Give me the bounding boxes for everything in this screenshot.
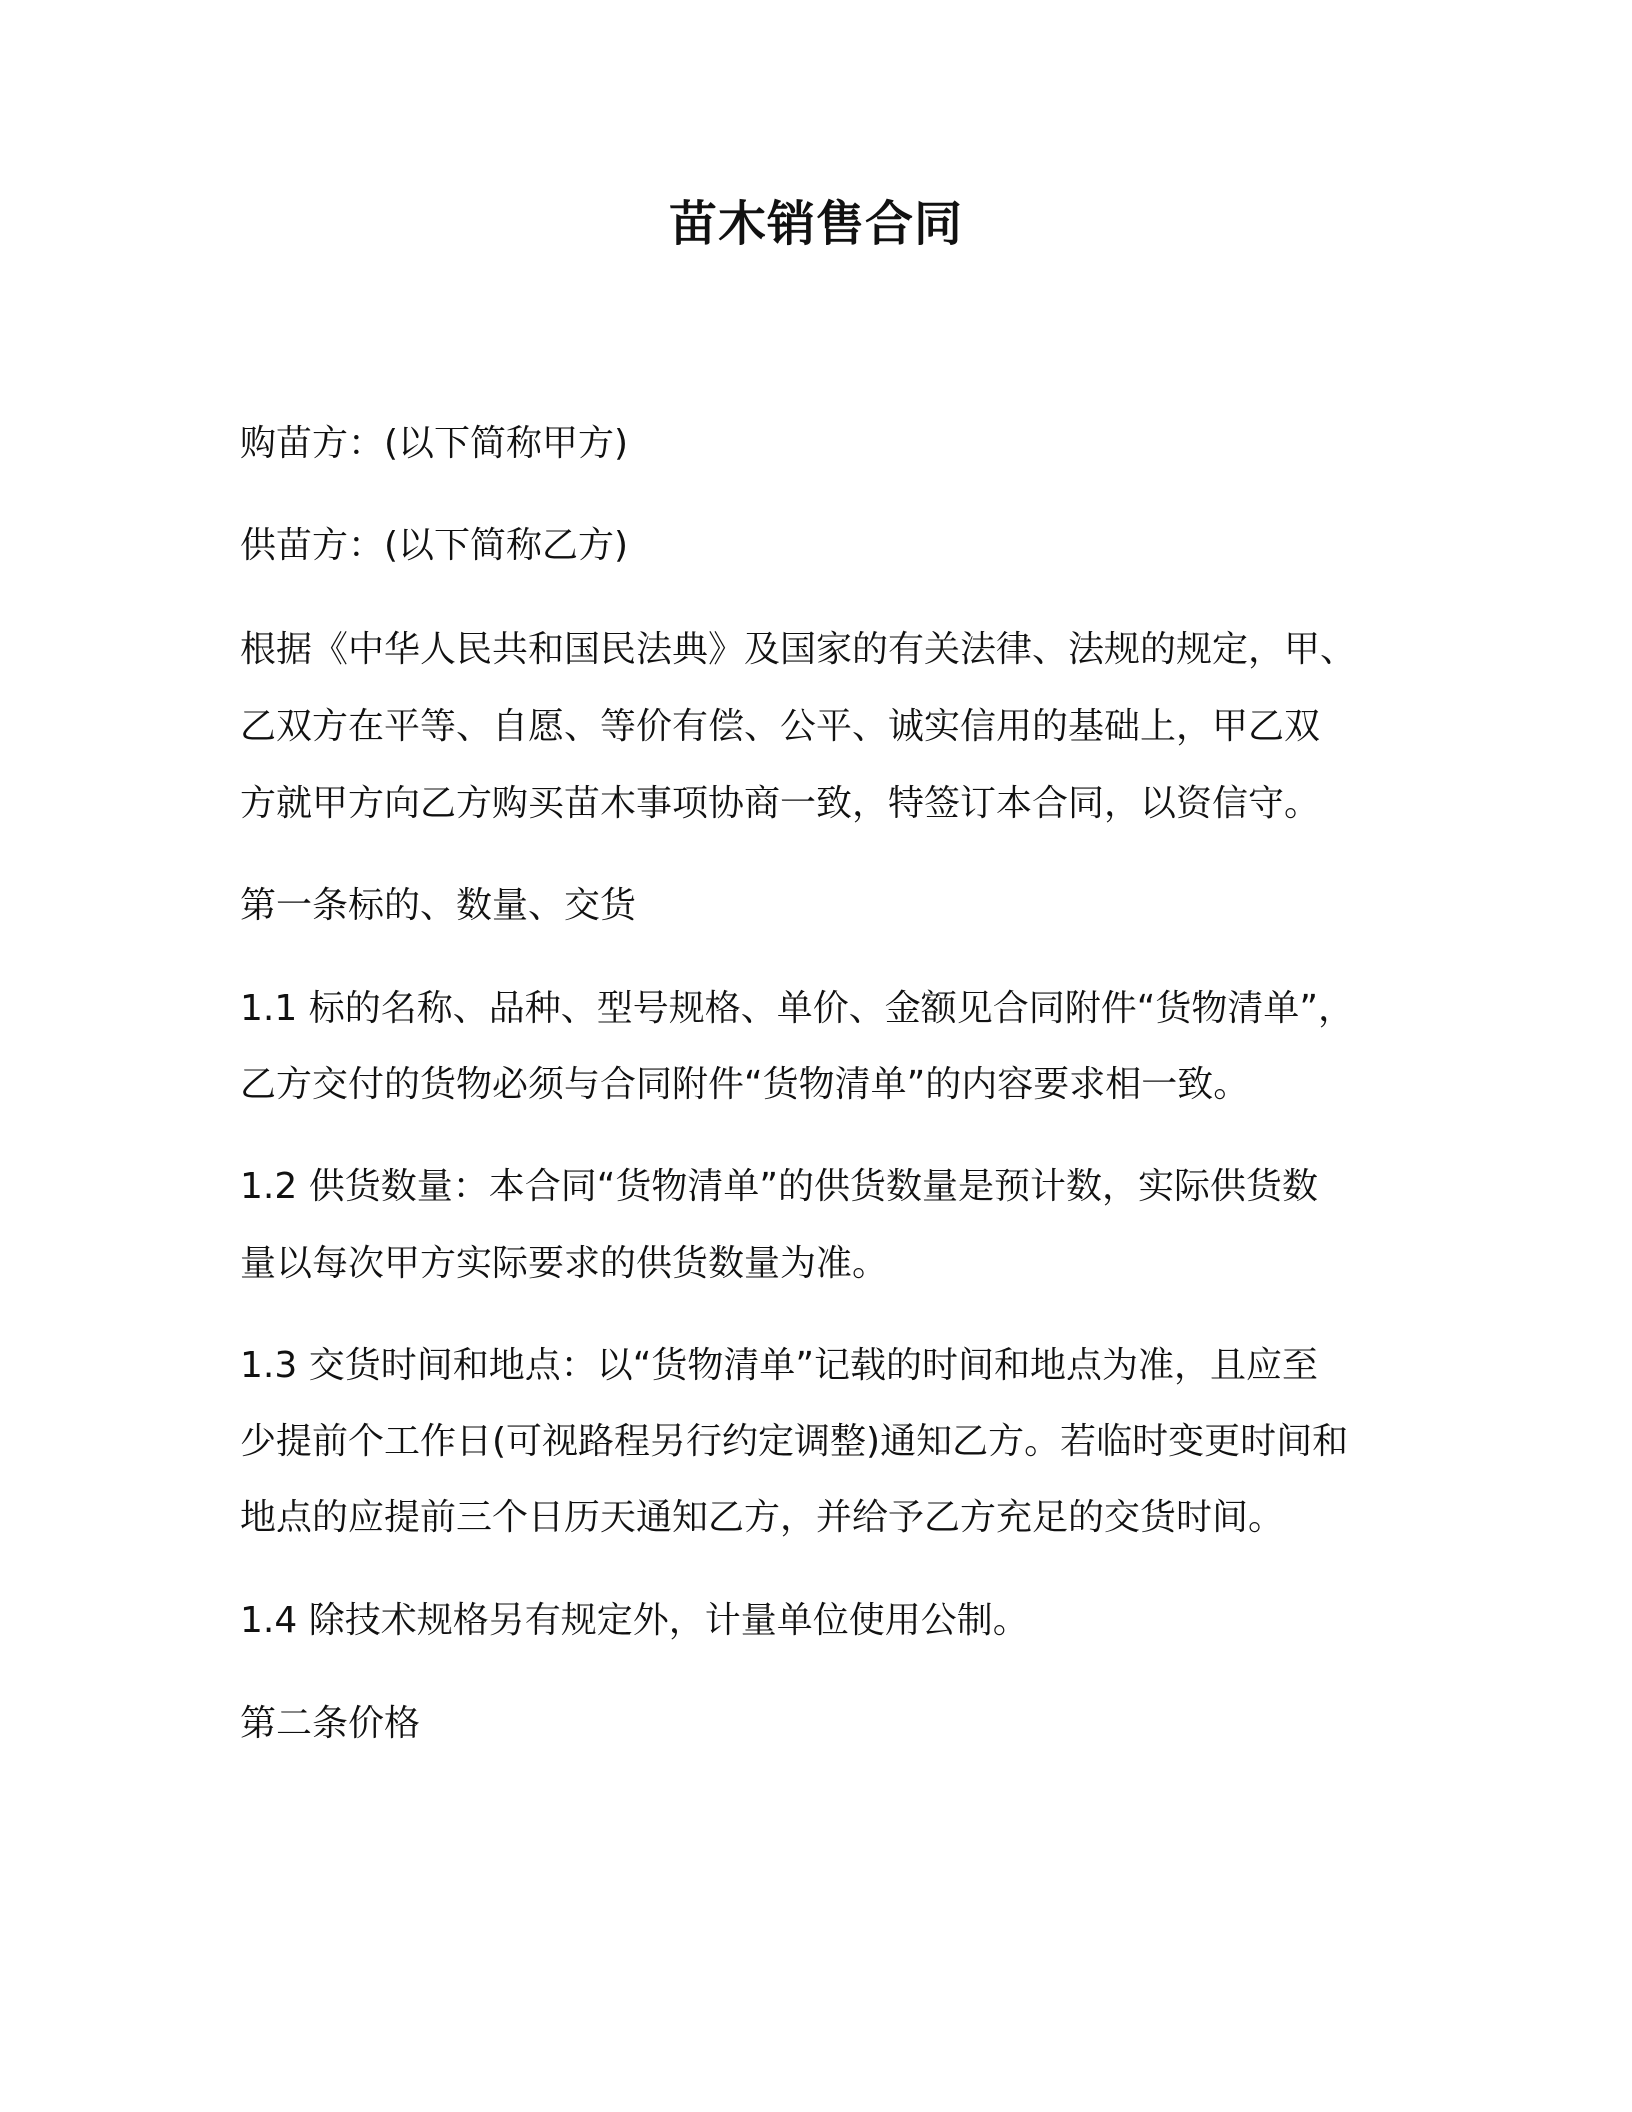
clause-1-2-line-1: 1.2 供货数量：本合同“货物清单”的供货数量是预计数，实际供货数 (240, 1166, 1318, 1207)
party-b-line: 供苗方：(以下简称乙方) (240, 525, 629, 566)
clause-1-3-line-2: 少提前个工作日(可视路程另行约定调整)通知乙方。若临时变更时间和 (240, 1421, 1349, 1462)
article-1-heading: 第一条标的、数量、交货 (240, 885, 637, 926)
clause-1-3-line-3: 地点的应提前三个日历天通知乙方，并给予乙方充足的交货时间。 (240, 1497, 1285, 1538)
document-title: 苗木销售合同 (668, 196, 963, 252)
preamble-line-2: 乙双方在平等、自愿、等价有偿、公平、诚实信用的基础上，甲乙双 (240, 706, 1321, 747)
clause-1-1-line-1: 1.1 标的名称、品种、型号规格、单价、金额见合同附件“货物清单”， (240, 988, 1354, 1029)
clause-1-3-line-1: 1.3 交货时间和地点：以“货物清单”记载的时间和地点为准，且应至 (240, 1345, 1318, 1386)
party-a-line: 购苗方：(以下简称甲方) (240, 423, 629, 464)
article-2-heading: 第二条价格 (240, 1703, 421, 1744)
clause-1-1-line-2: 乙方交付的货物必须与合同附件“货物清单”的内容要求相一致。 (240, 1064, 1250, 1105)
clause-1-4-line: 1.4 除技术规格另有规定外，计量单位使用公制。 (240, 1600, 1029, 1641)
preamble-line-3: 方就甲方向乙方购买苗木事项协商一致，特签订本合同，以资信守。 (240, 783, 1321, 824)
clause-1-2-line-2: 量以每次甲方实际要求的供货数量为准。 (240, 1243, 889, 1284)
preamble-line-1: 根据《中华人民共和国民法典》及国家的有关法律、法规的规定，甲、 (240, 629, 1357, 670)
